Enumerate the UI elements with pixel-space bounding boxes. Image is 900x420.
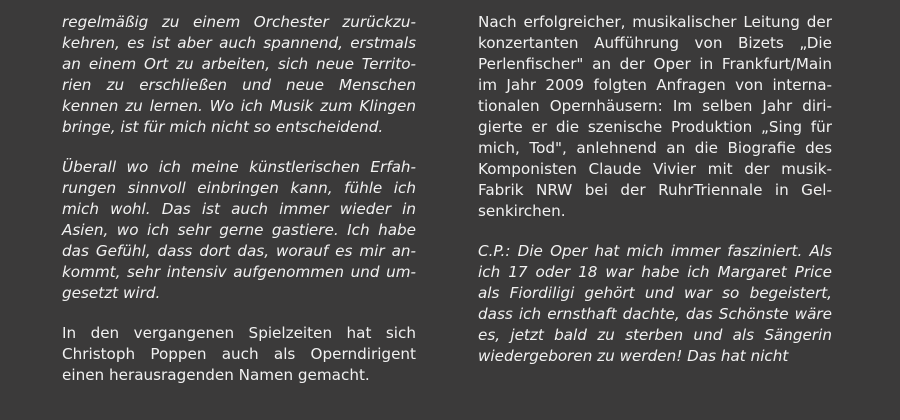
right-column xyxy=(478,12,832,367)
interview-answer-paragraph: regelmäßig zu einem Orchester zurückzu-kehren, es ist aber auch spannend, erstmals an einem Ort zu arbeiten, sich neue Territo-rien zu erschließen und neue Menschen kennen zu lernen. Wo ich Musik zum Klingen bringe, ist für mich nicht so entscheidend. xyxy=(62,13,416,136)
narrative-paragraph: In den vergangenen Spielzeiten hat sich Christoph Poppen auch als Operndirigent einen herausragenden Namen gemacht. xyxy=(62,324,416,384)
interview-answer-paragraph: Überall wo ich meine künstlerischen Erfah-rungen sinnvoll einbringen kann, fühle ich mich wohl. Das ist auch immer wieder in Asien, wo ich sehr gerne gastiere. Ich habe das Gefühl, dass dort das, worauf es mir an-kommt, sehr intensiv aufgenommen und um-gesetzt wird. xyxy=(62,158,416,302)
left-column xyxy=(62,12,416,386)
interview-answer-paragraph: C.P.: Die Oper hat mich immer fasziniert. Als ich 17 oder 18 war habe ich Margaret Price als Fiordiligi gehört und war so begeistert, dass ich ernsthaft dachte, das Schönste wäre es, jetzt bald zu sterben und als Sängerin wiedergeboren zu werden! Das hat nicht xyxy=(478,242,832,365)
narrative-paragraph: Nach erfolgreicher, musikalischer Leitung der konzertanten Aufführung von Bizets „Die Perlenfischer" an der Oper in Frankfurt/Main im Jahr 2009 folgten Anfragen von interna-tionalen Opernhäusern: Im selben Jahr diri-gierte er die szenische Produktion „Sing für mich, Tod", anlehnend an die Biografie des Komponisten Claude Vivier mit der musik-Fabrik NRW bei der RuhrTriennale in Gel-senkirchen. xyxy=(478,13,832,220)
